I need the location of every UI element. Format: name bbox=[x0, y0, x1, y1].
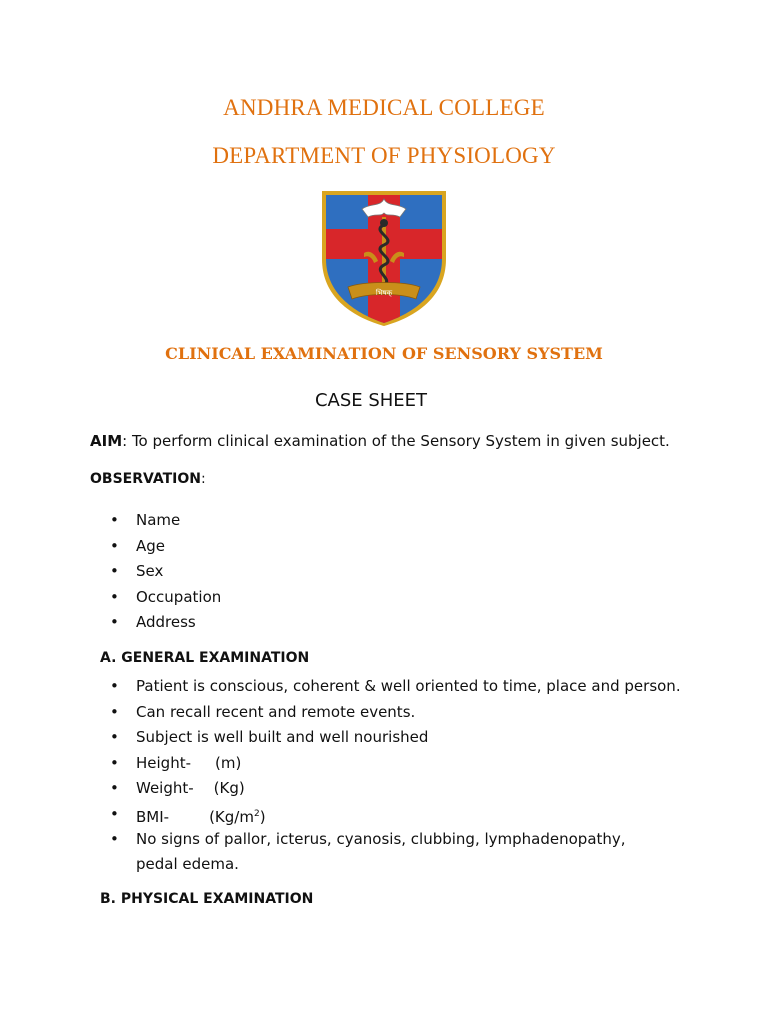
height-label: Height- bbox=[136, 753, 191, 772]
bmi-item bbox=[110, 804, 681, 830]
list-item: • No signs of pallor, icterus, cyanosis, clubbing, lymphadenopathy, pedal edema. bbox=[110, 827, 656, 877]
aim-text: : To perform clinical examination of the Sensory System in given subject. bbox=[122, 432, 670, 450]
list-item: • Subject is well built and well nourished bbox=[110, 727, 681, 753]
list-item: • Name bbox=[110, 510, 221, 536]
section-b-heading: B. PHYSICAL EXAMINATION bbox=[100, 891, 314, 907]
list-item: • Occupation bbox=[110, 587, 221, 613]
observation-list bbox=[110, 510, 221, 638]
list-item: • Sex bbox=[110, 561, 221, 587]
list-item: • Age bbox=[110, 536, 221, 562]
list-item: • Address bbox=[110, 612, 221, 638]
crest-motto: भिषक् bbox=[375, 289, 393, 297]
bmi-unit-superscript: 2 bbox=[253, 808, 260, 819]
aim-line bbox=[90, 432, 670, 450]
weight-item bbox=[110, 778, 681, 804]
bmi-unit: (Kg/m bbox=[209, 807, 254, 826]
college-name: ANDHRA MEDICAL COLLEGE bbox=[223, 95, 545, 120]
aim-label: AIM bbox=[90, 432, 123, 450]
department-name: DEPARTMENT OF PHYSIOLOGY bbox=[212, 143, 556, 168]
section-a-heading: A. GENERAL EXAMINATION bbox=[100, 650, 310, 666]
list-item: • Can recall recent and remote events. bbox=[110, 702, 681, 728]
observation-heading bbox=[90, 471, 206, 487]
bmi-unit-close: ) bbox=[259, 807, 266, 826]
general-examination-list bbox=[110, 676, 681, 877]
weight-label: Weight- bbox=[136, 779, 194, 797]
observation-label: OBSERVATION bbox=[90, 471, 202, 487]
height-item bbox=[110, 753, 681, 779]
observation-colon: : bbox=[201, 471, 206, 487]
height-unit: (m) bbox=[215, 753, 242, 772]
weight-unit: (Kg) bbox=[213, 779, 245, 797]
list-item: • Patient is conscious, coherent & well oriented to time, place and person. bbox=[110, 676, 681, 702]
subject-title: CLINICAL EXAMINATION OF SENSORY SYSTEM bbox=[165, 344, 603, 363]
bmi-label: BMI- bbox=[136, 807, 170, 826]
case-sheet-heading: CASE SHEET bbox=[314, 390, 428, 411]
college-crest-logo bbox=[318, 189, 450, 327]
